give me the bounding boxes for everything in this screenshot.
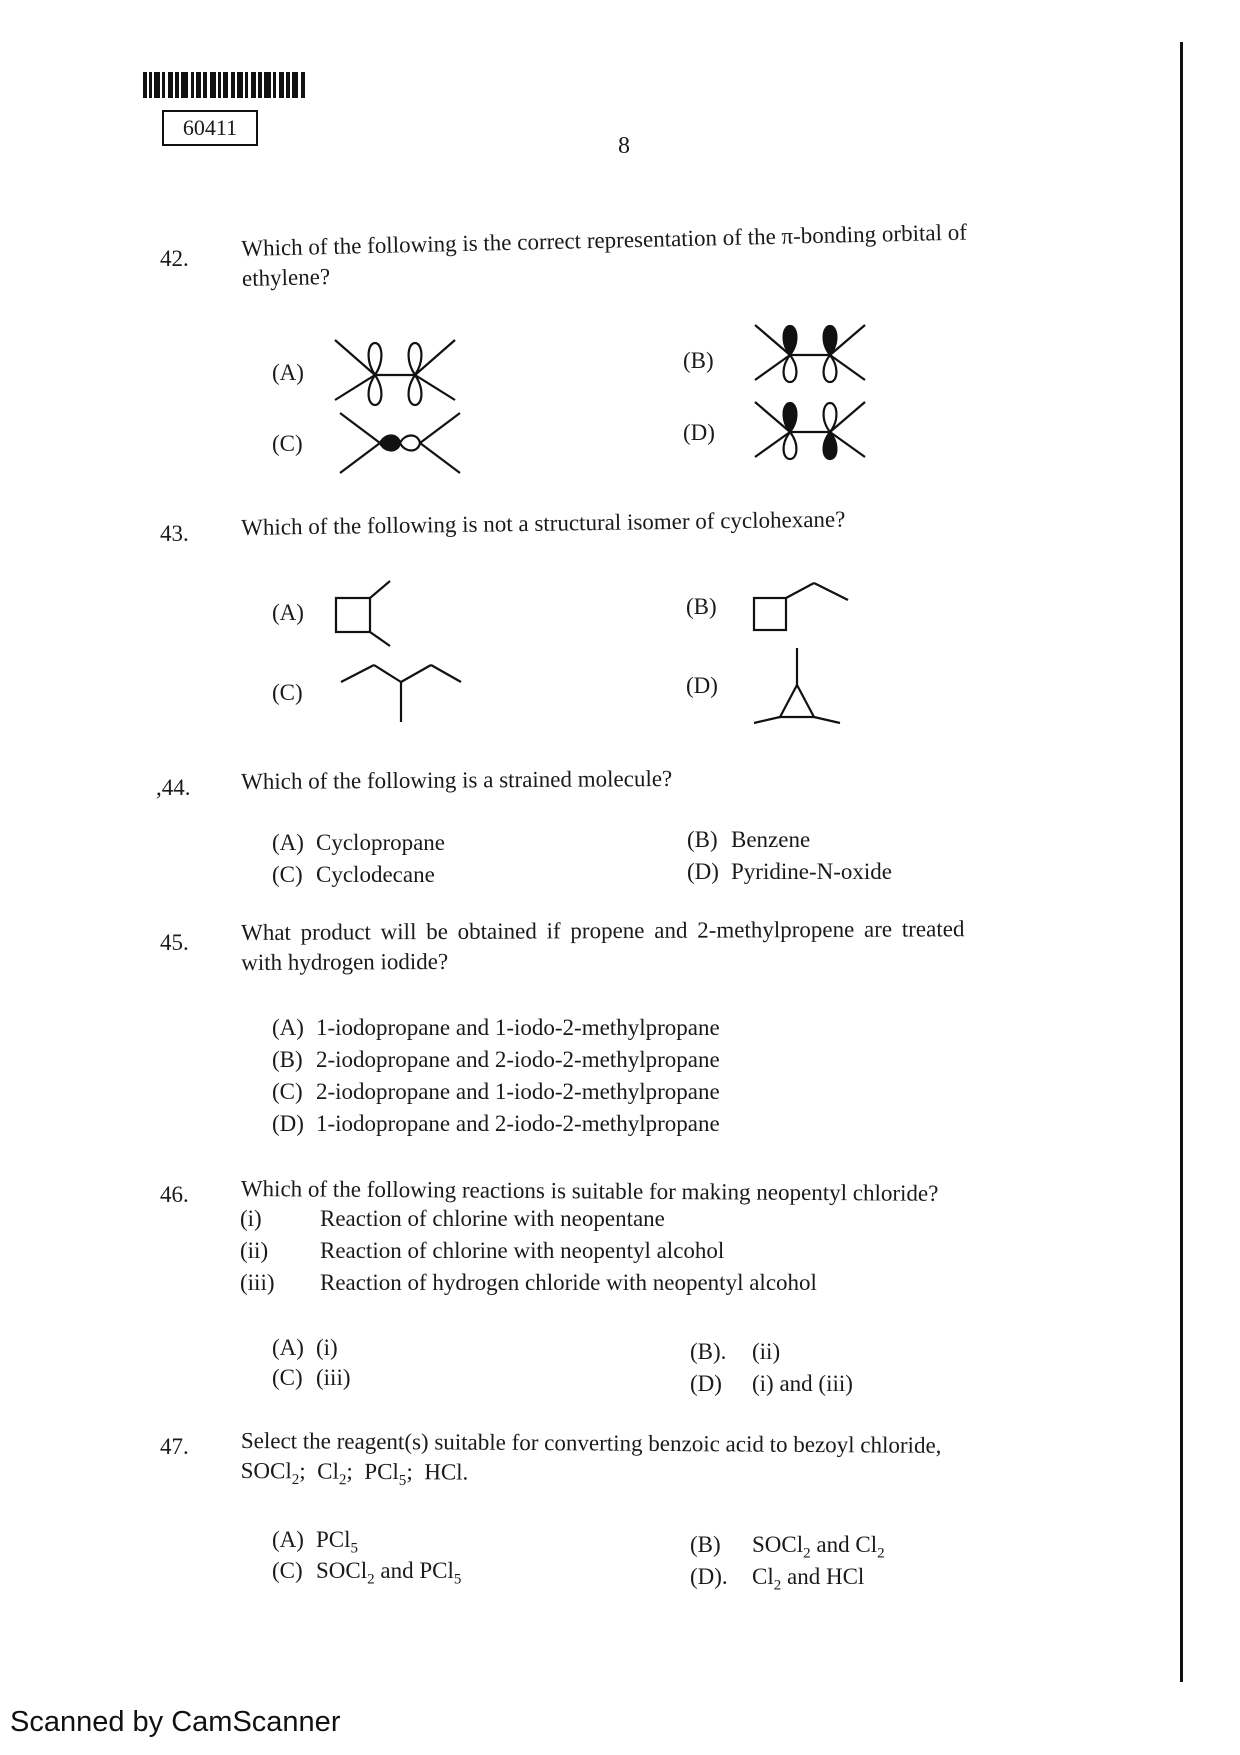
question-number: 47. — [160, 1434, 189, 1459]
question-number: ,44. — [156, 775, 191, 800]
statement-ii: (ii) Reaction of chlorine with neopentyl alcohol — [240, 1238, 725, 1263]
camscanner-watermark: Scanned by CamScanner — [10, 1706, 341, 1738]
option-d[interactable]: (D) (i) and (iii) — [690, 1371, 853, 1396]
formula-text: HCl — [825, 1564, 865, 1589]
option-label: (B) — [686, 594, 717, 619]
option-c[interactable]: (C) (iii) — [272, 1365, 351, 1390]
option-b[interactable]: (B) Benzene — [687, 827, 811, 852]
statement-i: (i) Reaction of chlorine with neopentane — [240, 1206, 665, 1231]
option-d[interactable]: (D) Pyridine-N-oxide — [687, 859, 892, 884]
question-text: Which of the following is not a structural isomer of cyclohexane? — [241, 506, 846, 540]
option-label: (C) — [272, 680, 303, 705]
orbital-structure-a — [330, 335, 460, 405]
page-number: 8 — [618, 133, 630, 159]
question-text: Which of the following is the correct representation of the π-bonding orbital of ethylene? — [241, 219, 968, 291]
option-d[interactable]: (D). $Cl_2$ and HCl — [690, 1564, 865, 1594]
orbital-structure-b — [750, 320, 870, 385]
option-d[interactable]: (D) 1-iodopropane and 2-iodo-2-methylpropane — [272, 1111, 720, 1136]
question-number: 46. — [160, 1182, 189, 1207]
structure-ethylcyclobutane — [752, 580, 852, 635]
formula-text: PCl — [419, 1558, 454, 1583]
option-c[interactable]: (C) Cyclodecane — [272, 862, 435, 887]
option-b[interactable]: (B) SOCl$_2$ and $Cl_2$ — [690, 1532, 885, 1562]
option-label: (A) — [272, 600, 304, 625]
formula-subscript: 2 — [338, 1472, 347, 1489]
option-label: (B) — [683, 348, 714, 373]
formula-text: PCl — [316, 1527, 351, 1552]
option-a[interactable]: (A) (i) — [272, 1335, 338, 1360]
formula-text: SOCl — [316, 1558, 368, 1583]
formula-subscript: 5 — [350, 1540, 359, 1557]
formula-subscript: 2 — [773, 1577, 782, 1594]
formula-text: SOCl — [752, 1532, 804, 1557]
formula-subscript: 5 — [453, 1571, 462, 1588]
joiner: and — [374, 1558, 420, 1583]
option-label: (D) — [683, 420, 715, 445]
page-edge — [1180, 42, 1183, 1682]
separator: ; — [299, 1458, 318, 1484]
reagent-list — [241, 1456, 942, 1499]
option-c[interactable]: (C) 2-iodopropane and 1-iodo-2-methylpropane — [272, 1079, 720, 1104]
question-number: 43. — [160, 521, 189, 546]
separator: ; — [346, 1458, 365, 1484]
question-number: 45. — [160, 930, 189, 955]
question-text: What product will be obtained if propene and 2-methylpropene are treated with hydrogen iodide? — [241, 916, 965, 975]
formula-text: Cl — [855, 1532, 878, 1557]
statement-iii: (iii) Reaction of hydrogen chloride with neopentyl alcohol — [240, 1270, 817, 1295]
option-c[interactable]: (C) SOCl$_2$ and PCl$_5$ — [272, 1558, 462, 1588]
separator: ; — [406, 1459, 425, 1485]
orbital-structure-c — [335, 408, 465, 478]
separator: . — [462, 1459, 469, 1485]
option-a[interactable]: (A) 1-iodopropane and 1-iodo-2-methylpropane — [272, 1015, 720, 1040]
joiner: and — [781, 1564, 826, 1589]
option-label: (A) — [272, 360, 304, 385]
joiner: and — [810, 1532, 856, 1557]
paper-code: 60411 — [162, 110, 258, 146]
orbital-structure-d — [750, 397, 870, 462]
structure-trimethylcyclopropane — [752, 645, 852, 725]
option-a[interactable]: (A) Cyclopropane — [272, 830, 446, 855]
option-label: (C) — [272, 431, 303, 456]
option-a[interactable]: (A) PCl$_5$ — [272, 1527, 359, 1557]
option-b[interactable]: (B). (ii) — [690, 1339, 781, 1364]
formula-text: Cl — [317, 1458, 340, 1484]
formula-text: PCl — [364, 1458, 399, 1485]
option-label: (D) — [686, 673, 718, 698]
formula-subscript: 5 — [398, 1472, 407, 1489]
formula-subscript: 2 — [803, 1545, 811, 1562]
formula-text: HCl — [424, 1459, 463, 1485]
option-b[interactable]: (B) 2-iodopropane and 2-iodo-2-methylpropane — [272, 1047, 720, 1072]
formula-text: SOCl — [240, 1457, 292, 1484]
question-text: Select the reagent(s) suitable for converting benzoic acid to bezoyl chloride, SOCl$_2$; $Cl_2$; PCl$_5$; HCl. — [241, 1426, 942, 1499]
question-number: 42. — [160, 246, 189, 271]
question-text: Which of the following is a strained molecule? — [241, 765, 673, 794]
barcode — [143, 72, 328, 98]
structure-1-1-dimethylcyclobutane — [334, 578, 394, 648]
structure-branched-hexane — [339, 660, 464, 725]
question-text: Which of the following reactions is suitable for making neopentyl chloride? — [240, 1176, 939, 1206]
formula-subscript: 2 — [877, 1545, 885, 1562]
formula-subscript: 2 — [367, 1571, 375, 1588]
formula-subscript: 2 — [291, 1471, 300, 1489]
formula-text: Cl — [752, 1564, 774, 1589]
